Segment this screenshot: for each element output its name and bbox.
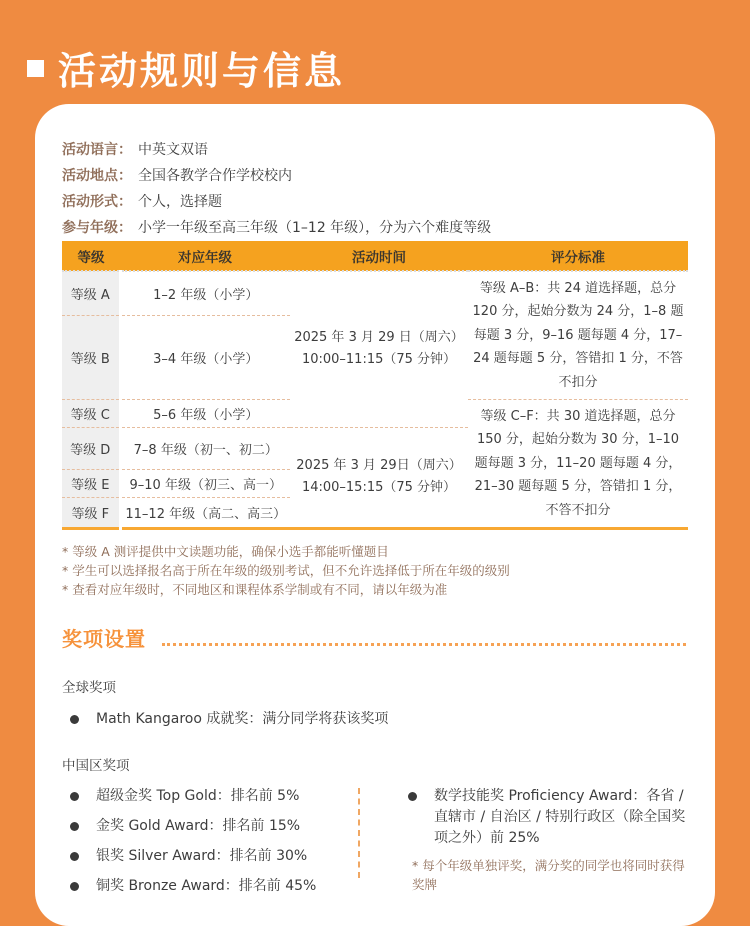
level-cell: 等级 C — [62, 399, 120, 427]
footnote: * 等级 A 测评提供中文读题功能，确保小选手都能听懂题目 — [62, 543, 389, 559]
level-cell: 等级 D — [62, 427, 120, 469]
col-header-grades: 对应年级 — [120, 241, 290, 271]
info-list — [62, 137, 688, 241]
award-item-top-gold — [62, 786, 358, 806]
session-date: 2025 年 3 月 29日（周六） — [296, 458, 462, 474]
session-time: 10:00–11:15（75 分钟） — [301, 352, 457, 368]
award-text: 超级金奖 Top Gold：排名前 5% — [96, 787, 300, 804]
global-awards-label: 全球奖项 — [62, 679, 116, 696]
award-item-gold — [62, 816, 358, 836]
level-cell: 等级 B — [62, 316, 120, 400]
title-square-icon — [27, 60, 44, 77]
award-text: Math Kangaroo 成就奖：满分同学将获该奖项 — [96, 710, 389, 727]
col-header-time: 活动时间 — [290, 241, 468, 271]
award-item-silver — [62, 846, 358, 866]
china-awards-left — [62, 776, 358, 896]
info-label: 活动形式： — [62, 194, 132, 210]
footnote: * 查看对应年级时，不同地区和课程体系学制或有不同，请以年级为准 — [62, 581, 448, 597]
page-title: 活动规则与信息 — [58, 48, 346, 93]
bullet-icon — [70, 792, 79, 801]
award-text: 金奖 Gold Award：排名前 15% — [96, 817, 301, 834]
scoring-cell-cf: 等级 C–F：共 30 道选择题，总分 150 分，起始分数为 30 分，1–10 题每题 3 分，11–20 题每题 4 分，21–30 题每题 5 分，答错扣 1 分，不答不扣分 — [474, 408, 682, 518]
scoring-cell-ab: 等级 A–B：共 24 道选择题，总分 120 分，起始分数为 24 分，1–8 题每题 3 分，9–16 题每题 4 分，17–24 题每题 5 分，答错扣 1 分，不答不扣分 — [468, 271, 688, 399]
grade-cell: 3–4 年级（小学） — [120, 316, 290, 400]
info-row-grades — [62, 215, 688, 241]
level-cell: 等级 E — [62, 469, 120, 497]
content-card — [35, 104, 715, 926]
grade-cell: 1–2 年级（小学） — [120, 271, 290, 316]
info-value: 个人，选择题 — [138, 194, 222, 210]
grade-cell: 9–10 年级（初三、高一） — [120, 469, 290, 497]
china-awards-right — [360, 776, 688, 896]
table-footnotes — [62, 542, 688, 599]
award-text: 银奖 Silver Award：排名前 30% — [96, 847, 308, 864]
award-item-bronze — [62, 876, 358, 896]
info-row-format — [62, 189, 688, 215]
info-value: 全国各教学合作学校校内 — [138, 168, 292, 184]
bullet-icon — [70, 852, 79, 861]
session-cell-morning — [290, 271, 468, 427]
info-label: 参与年级： — [62, 220, 132, 236]
info-row-language — [62, 137, 688, 163]
awards-footnote: * 每个年级单独评奖，满分奖的同学也将同时获得奖牌 — [412, 857, 685, 892]
session-date: 2025 年 3 月 29 日（周六） — [294, 330, 464, 346]
awards-section-heading — [62, 623, 688, 652]
info-row-location — [62, 163, 688, 189]
info-value: 中英文双语 — [138, 142, 208, 158]
col-header-level: 等级 — [62, 241, 120, 271]
bullet-icon — [70, 822, 79, 831]
col-header-scoring: 评分标准 — [468, 241, 688, 271]
award-text: 铜奖 Bronze Award：排名前 45% — [96, 877, 317, 894]
footnote: * 学生可以选择报名高于所在年级的级别考试，但不允许选择低于所在年级的级别 — [62, 562, 510, 578]
info-value: 小学一年级至高三年级（1–12 年级），分为六个难度等级 — [138, 220, 492, 236]
awards-section-title: 奖项设置 — [62, 626, 146, 651]
table-row — [62, 271, 688, 316]
page-header — [0, 0, 750, 104]
session-time: 14:00–15:15（75 分钟） — [301, 480, 457, 496]
table-header-row — [62, 241, 688, 271]
china-awards-columns — [62, 776, 688, 896]
award-item-proficiency — [400, 786, 688, 849]
grade-cell: 11–12 年级（高二、高三） — [125, 506, 287, 522]
award-text: 数学技能奖 Proficiency Award：各省 / 直辖市 / 自治区 / 特别行政区（除全国奖项之外）前 25% — [434, 787, 686, 846]
grade-cell: 5–6 年级（小学） — [120, 399, 290, 427]
level-cell: 等级 F — [62, 497, 120, 528]
info-label: 活动语言： — [62, 142, 132, 158]
level-cell: 等级 A — [62, 271, 120, 316]
info-label: 活动地点： — [62, 168, 132, 184]
grade-cell: 7–8 年级（初一、初二） — [120, 427, 290, 469]
levels-table — [62, 241, 688, 530]
bullet-icon — [70, 882, 79, 891]
bullet-icon — [408, 792, 417, 801]
award-item-global — [62, 709, 688, 730]
bullet-icon — [70, 715, 79, 724]
china-awards-label: 中国区奖项 — [62, 757, 130, 774]
session-cell-afternoon — [290, 427, 468, 528]
dotted-rule — [162, 643, 686, 646]
